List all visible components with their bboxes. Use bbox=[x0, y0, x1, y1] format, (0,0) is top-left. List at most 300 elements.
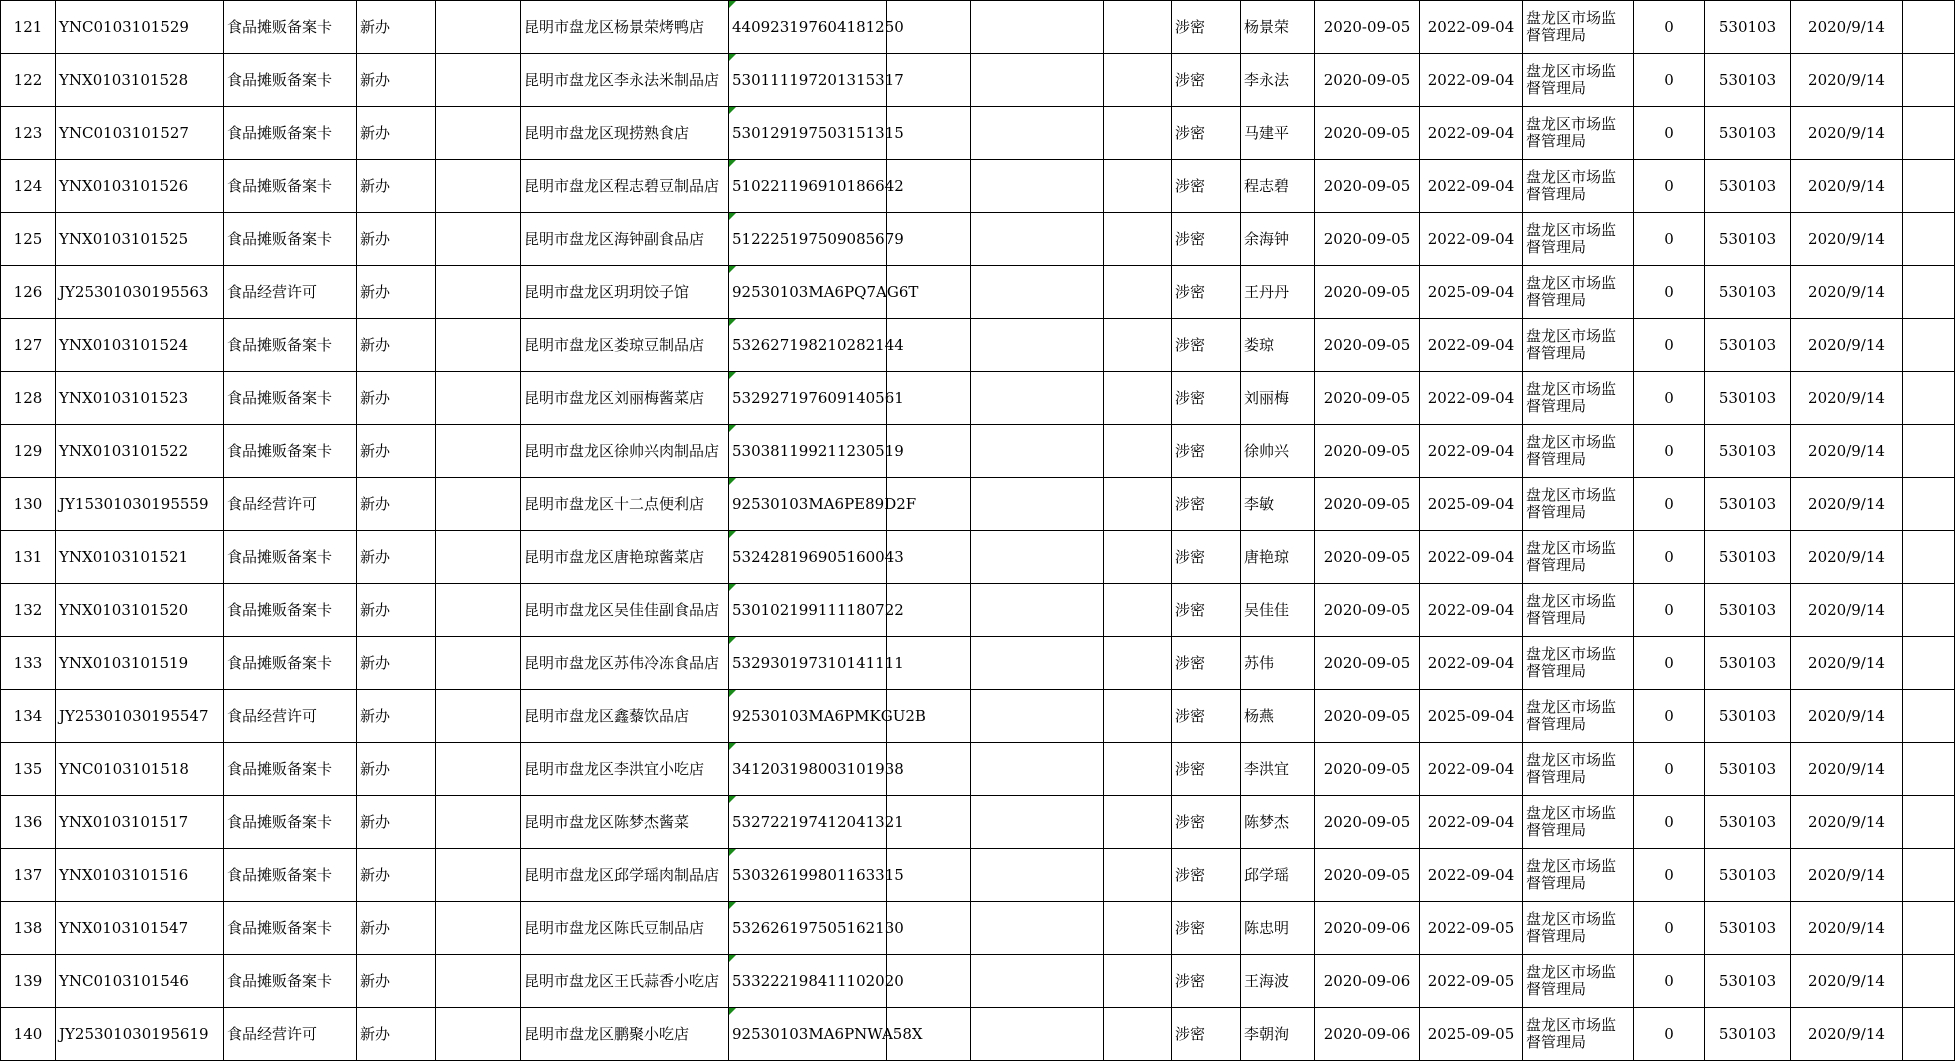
status-value: 0 bbox=[1634, 213, 1705, 266]
license-code: YNX0103101521 bbox=[56, 531, 224, 584]
valid-from: 2020-09-06 bbox=[1315, 955, 1420, 1008]
business-name: 昆明市盘龙区吴佳佳副食品店 bbox=[521, 584, 729, 637]
table-row bbox=[1, 213, 1955, 266]
valid-from: 2020-09-05 bbox=[1315, 796, 1420, 849]
id-number: 92530103MA6PMKGU2B bbox=[729, 690, 887, 743]
license-type: 食品摊贩备案卡 bbox=[224, 955, 357, 1008]
status-value: 0 bbox=[1634, 1008, 1705, 1061]
business-name: 昆明市盘龙区程志碧豆制品店 bbox=[521, 160, 729, 213]
action-type: 新办 bbox=[357, 849, 436, 902]
empty-cell bbox=[1903, 1, 1955, 54]
empty-cell bbox=[436, 107, 521, 160]
legal-person: 程志碧 bbox=[1241, 160, 1315, 213]
license-code: YNC0103101518 bbox=[56, 743, 224, 796]
row-number: 121 bbox=[1, 1, 56, 54]
legal-person: 徐帅兴 bbox=[1241, 425, 1315, 478]
empty-cell bbox=[971, 584, 1104, 637]
empty-cell bbox=[1104, 160, 1172, 213]
status-value: 0 bbox=[1634, 584, 1705, 637]
update-date: 2020/9/14 bbox=[1791, 637, 1903, 690]
empty-cell bbox=[1903, 743, 1955, 796]
action-type: 新办 bbox=[357, 690, 436, 743]
valid-from: 2020-09-05 bbox=[1315, 1, 1420, 54]
confidentiality-level: 涉密 bbox=[1172, 478, 1241, 531]
legal-person: 余海钟 bbox=[1241, 213, 1315, 266]
empty-cell bbox=[971, 902, 1104, 955]
valid-to: 2022-09-04 bbox=[1420, 743, 1523, 796]
legal-person: 李朝洵 bbox=[1241, 1008, 1315, 1061]
empty-cell bbox=[1903, 531, 1955, 584]
issuing-authority: 盘龙区市场监督管理局 bbox=[1523, 902, 1634, 955]
valid-from: 2020-09-05 bbox=[1315, 213, 1420, 266]
row-number: 134 bbox=[1, 690, 56, 743]
license-type: 食品摊贩备案卡 bbox=[224, 637, 357, 690]
valid-to: 2022-09-04 bbox=[1420, 213, 1523, 266]
empty-cell bbox=[436, 478, 521, 531]
valid-from: 2020-09-05 bbox=[1315, 372, 1420, 425]
empty-cell bbox=[971, 160, 1104, 213]
confidentiality-level: 涉密 bbox=[1172, 955, 1241, 1008]
issuing-authority: 盘龙区市场监督管理局 bbox=[1523, 1, 1634, 54]
legal-person: 杨燕 bbox=[1241, 690, 1315, 743]
business-name: 昆明市盘龙区鹏聚小吃店 bbox=[521, 1008, 729, 1061]
empty-cell bbox=[436, 372, 521, 425]
license-type: 食品摊贩备案卡 bbox=[224, 160, 357, 213]
empty-cell bbox=[1104, 531, 1172, 584]
id-number: 92530103MA6PE89D2F bbox=[729, 478, 887, 531]
area-code: 530103 bbox=[1705, 902, 1791, 955]
update-date: 2020/9/14 bbox=[1791, 584, 1903, 637]
legal-person: 李洪宜 bbox=[1241, 743, 1315, 796]
empty-cell bbox=[971, 107, 1104, 160]
valid-to: 2022-09-04 bbox=[1420, 160, 1523, 213]
valid-from: 2020-09-06 bbox=[1315, 1008, 1420, 1061]
confidentiality-level: 涉密 bbox=[1172, 637, 1241, 690]
area-code: 530103 bbox=[1705, 1008, 1791, 1061]
area-code: 530103 bbox=[1705, 690, 1791, 743]
empty-cell bbox=[1903, 107, 1955, 160]
table-row bbox=[1, 478, 1955, 531]
empty-cell bbox=[971, 743, 1104, 796]
update-date: 2020/9/14 bbox=[1791, 1, 1903, 54]
valid-to: 2022-09-04 bbox=[1420, 531, 1523, 584]
action-type: 新办 bbox=[357, 266, 436, 319]
status-value: 0 bbox=[1634, 796, 1705, 849]
valid-to: 2022-09-04 bbox=[1420, 54, 1523, 107]
issuing-authority: 盘龙区市场监督管理局 bbox=[1523, 849, 1634, 902]
legal-person: 李永法 bbox=[1241, 54, 1315, 107]
empty-cell bbox=[1104, 1008, 1172, 1061]
row-number: 127 bbox=[1, 319, 56, 372]
area-code: 530103 bbox=[1705, 796, 1791, 849]
empty-cell bbox=[971, 849, 1104, 902]
update-date: 2020/9/14 bbox=[1791, 690, 1903, 743]
license-type: 食品摊贩备案卡 bbox=[224, 902, 357, 955]
id-number: 530326199801163315 bbox=[729, 849, 887, 902]
id-number: 530381199211230519 bbox=[729, 425, 887, 478]
empty-cell bbox=[971, 372, 1104, 425]
table-row bbox=[1, 531, 1955, 584]
area-code: 530103 bbox=[1705, 372, 1791, 425]
confidentiality-level: 涉密 bbox=[1172, 213, 1241, 266]
status-value: 0 bbox=[1634, 266, 1705, 319]
issuing-authority: 盘龙区市场监督管理局 bbox=[1523, 160, 1634, 213]
issuing-authority: 盘龙区市场监督管理局 bbox=[1523, 213, 1634, 266]
id-number: 532428196905160043 bbox=[729, 531, 887, 584]
confidentiality-level: 涉密 bbox=[1172, 107, 1241, 160]
empty-cell bbox=[971, 319, 1104, 372]
status-value: 0 bbox=[1634, 54, 1705, 107]
empty-cell bbox=[1903, 637, 1955, 690]
business-name: 昆明市盘龙区杨景荣烤鸭店 bbox=[521, 1, 729, 54]
table-row bbox=[1, 160, 1955, 213]
table-row bbox=[1, 372, 1955, 425]
update-date: 2020/9/14 bbox=[1791, 213, 1903, 266]
id-number: 92530103MA6PQ7AG6T bbox=[729, 266, 887, 319]
status-value: 0 bbox=[1634, 1, 1705, 54]
business-name: 昆明市盘龙区现捞熟食店 bbox=[521, 107, 729, 160]
legal-person: 马建平 bbox=[1241, 107, 1315, 160]
row-number: 132 bbox=[1, 584, 56, 637]
empty-cell bbox=[1903, 266, 1955, 319]
valid-to: 2022-09-04 bbox=[1420, 637, 1523, 690]
license-type: 食品经营许可 bbox=[224, 1008, 357, 1061]
valid-to: 2025-09-04 bbox=[1420, 266, 1523, 319]
status-value: 0 bbox=[1634, 425, 1705, 478]
license-type: 食品摊贩备案卡 bbox=[224, 319, 357, 372]
update-date: 2020/9/14 bbox=[1791, 319, 1903, 372]
license-code: YNX0103101520 bbox=[56, 584, 224, 637]
empty-cell bbox=[1903, 372, 1955, 425]
action-type: 新办 bbox=[357, 372, 436, 425]
license-type: 食品摊贩备案卡 bbox=[224, 213, 357, 266]
empty-cell bbox=[971, 213, 1104, 266]
empty-cell bbox=[1104, 849, 1172, 902]
license-code: YNX0103101547 bbox=[56, 902, 224, 955]
legal-person: 娄琼 bbox=[1241, 319, 1315, 372]
license-code: JY25301030195619 bbox=[56, 1008, 224, 1061]
valid-from: 2020-09-05 bbox=[1315, 319, 1420, 372]
area-code: 530103 bbox=[1705, 955, 1791, 1008]
row-number: 124 bbox=[1, 160, 56, 213]
license-type: 食品摊贩备案卡 bbox=[224, 584, 357, 637]
license-code: YNC0103101546 bbox=[56, 955, 224, 1008]
status-value: 0 bbox=[1634, 849, 1705, 902]
id-number: 532627198210282144 bbox=[729, 319, 887, 372]
issuing-authority: 盘龙区市场监督管理局 bbox=[1523, 584, 1634, 637]
area-code: 530103 bbox=[1705, 107, 1791, 160]
valid-from: 2020-09-05 bbox=[1315, 266, 1420, 319]
business-name: 昆明市盘龙区徐帅兴肉制品店 bbox=[521, 425, 729, 478]
empty-cell bbox=[436, 213, 521, 266]
empty-cell bbox=[1104, 584, 1172, 637]
valid-to: 2022-09-04 bbox=[1420, 425, 1523, 478]
update-date: 2020/9/14 bbox=[1791, 849, 1903, 902]
valid-to: 2022-09-04 bbox=[1420, 319, 1523, 372]
id-number: 533222198411102020 bbox=[729, 955, 887, 1008]
legal-person: 李敏 bbox=[1241, 478, 1315, 531]
area-code: 530103 bbox=[1705, 425, 1791, 478]
confidentiality-level: 涉密 bbox=[1172, 54, 1241, 107]
empty-cell bbox=[1104, 425, 1172, 478]
license-code: YNC0103101529 bbox=[56, 1, 224, 54]
license-code: YNX0103101522 bbox=[56, 425, 224, 478]
status-value: 0 bbox=[1634, 160, 1705, 213]
action-type: 新办 bbox=[357, 319, 436, 372]
empty-cell bbox=[436, 266, 521, 319]
table-row bbox=[1, 266, 1955, 319]
license-type: 食品摊贩备案卡 bbox=[224, 531, 357, 584]
empty-cell bbox=[1903, 1008, 1955, 1061]
empty-cell bbox=[436, 531, 521, 584]
confidentiality-level: 涉密 bbox=[1172, 584, 1241, 637]
valid-from: 2020-09-05 bbox=[1315, 584, 1420, 637]
table-row bbox=[1, 584, 1955, 637]
confidentiality-level: 涉密 bbox=[1172, 690, 1241, 743]
area-code: 530103 bbox=[1705, 584, 1791, 637]
issuing-authority: 盘龙区市场监督管理局 bbox=[1523, 955, 1634, 1008]
empty-cell bbox=[1104, 796, 1172, 849]
id-number: 440923197604181250 bbox=[729, 1, 887, 54]
update-date: 2020/9/14 bbox=[1791, 266, 1903, 319]
empty-cell bbox=[1104, 902, 1172, 955]
valid-from: 2020-09-05 bbox=[1315, 425, 1420, 478]
area-code: 530103 bbox=[1705, 160, 1791, 213]
confidentiality-level: 涉密 bbox=[1172, 1008, 1241, 1061]
table-row bbox=[1, 319, 1955, 372]
action-type: 新办 bbox=[357, 1, 436, 54]
issuing-authority: 盘龙区市场监督管理局 bbox=[1523, 425, 1634, 478]
license-code: YNX0103101523 bbox=[56, 372, 224, 425]
business-name: 昆明市盘龙区陈氏豆制品店 bbox=[521, 902, 729, 955]
empty-cell bbox=[971, 266, 1104, 319]
business-name: 昆明市盘龙区李永法米制品店 bbox=[521, 54, 729, 107]
empty-cell bbox=[971, 531, 1104, 584]
license-code: JY15301030195559 bbox=[56, 478, 224, 531]
legal-person: 吴佳佳 bbox=[1241, 584, 1315, 637]
empty-cell bbox=[971, 425, 1104, 478]
empty-cell bbox=[1104, 478, 1172, 531]
area-code: 530103 bbox=[1705, 531, 1791, 584]
id-number: 512225197509085679 bbox=[729, 213, 887, 266]
license-type: 食品摊贩备案卡 bbox=[224, 743, 357, 796]
status-value: 0 bbox=[1634, 319, 1705, 372]
area-code: 530103 bbox=[1705, 266, 1791, 319]
valid-from: 2020-09-05 bbox=[1315, 849, 1420, 902]
row-number: 128 bbox=[1, 372, 56, 425]
empty-cell bbox=[1903, 584, 1955, 637]
action-type: 新办 bbox=[357, 637, 436, 690]
action-type: 新办 bbox=[357, 425, 436, 478]
status-value: 0 bbox=[1634, 107, 1705, 160]
empty-cell bbox=[971, 955, 1104, 1008]
empty-cell bbox=[1903, 160, 1955, 213]
table-row bbox=[1, 849, 1955, 902]
valid-to: 2025-09-04 bbox=[1420, 478, 1523, 531]
license-type: 食品摊贩备案卡 bbox=[224, 849, 357, 902]
table-row bbox=[1, 54, 1955, 107]
confidentiality-level: 涉密 bbox=[1172, 425, 1241, 478]
license-type: 食品摊贩备案卡 bbox=[224, 372, 357, 425]
action-type: 新办 bbox=[357, 107, 436, 160]
empty-cell bbox=[1903, 425, 1955, 478]
empty-cell bbox=[436, 690, 521, 743]
empty-cell bbox=[1104, 690, 1172, 743]
license-type: 食品摊贩备案卡 bbox=[224, 1, 357, 54]
area-code: 530103 bbox=[1705, 849, 1791, 902]
issuing-authority: 盘龙区市场监督管理局 bbox=[1523, 796, 1634, 849]
action-type: 新办 bbox=[357, 955, 436, 1008]
update-date: 2020/9/14 bbox=[1791, 425, 1903, 478]
empty-cell bbox=[436, 584, 521, 637]
license-code: YNX0103101525 bbox=[56, 213, 224, 266]
empty-cell bbox=[1903, 902, 1955, 955]
row-number: 129 bbox=[1, 425, 56, 478]
update-date: 2020/9/14 bbox=[1791, 902, 1903, 955]
confidentiality-level: 涉密 bbox=[1172, 1, 1241, 54]
valid-to: 2022-09-04 bbox=[1420, 796, 1523, 849]
valid-to: 2022-09-05 bbox=[1420, 902, 1523, 955]
valid-from: 2020-09-05 bbox=[1315, 160, 1420, 213]
table-row bbox=[1, 796, 1955, 849]
update-date: 2020/9/14 bbox=[1791, 372, 1903, 425]
confidentiality-level: 涉密 bbox=[1172, 743, 1241, 796]
issuing-authority: 盘龙区市场监督管理局 bbox=[1523, 637, 1634, 690]
valid-to: 2022-09-05 bbox=[1420, 955, 1523, 1008]
empty-cell bbox=[971, 637, 1104, 690]
table-body bbox=[1, 1, 1955, 1061]
update-date: 2020/9/14 bbox=[1791, 955, 1903, 1008]
issuing-authority: 盘龙区市场监督管理局 bbox=[1523, 107, 1634, 160]
empty-cell bbox=[1903, 849, 1955, 902]
empty-cell bbox=[971, 1, 1104, 54]
empty-cell bbox=[1903, 796, 1955, 849]
area-code: 530103 bbox=[1705, 1, 1791, 54]
empty-cell bbox=[1104, 1, 1172, 54]
license-type: 食品经营许可 bbox=[224, 266, 357, 319]
action-type: 新办 bbox=[357, 743, 436, 796]
action-type: 新办 bbox=[357, 902, 436, 955]
id-number: 530102199111180722 bbox=[729, 584, 887, 637]
valid-from: 2020-09-05 bbox=[1315, 743, 1420, 796]
empty-cell bbox=[1903, 54, 1955, 107]
confidentiality-level: 涉密 bbox=[1172, 266, 1241, 319]
action-type: 新办 bbox=[357, 54, 436, 107]
table-row bbox=[1, 637, 1955, 690]
confidentiality-level: 涉密 bbox=[1172, 160, 1241, 213]
table-row bbox=[1, 743, 1955, 796]
action-type: 新办 bbox=[357, 796, 436, 849]
update-date: 2020/9/14 bbox=[1791, 54, 1903, 107]
business-name: 昆明市盘龙区娄琼豆制品店 bbox=[521, 319, 729, 372]
table-row bbox=[1, 902, 1955, 955]
empty-cell bbox=[971, 1008, 1104, 1061]
business-name: 昆明市盘龙区玥玥饺子馆 bbox=[521, 266, 729, 319]
license-type: 食品摊贩备案卡 bbox=[224, 796, 357, 849]
license-code: JY25301030195563 bbox=[56, 266, 224, 319]
row-number: 139 bbox=[1, 955, 56, 1008]
business-name: 昆明市盘龙区刘丽梅酱菜店 bbox=[521, 372, 729, 425]
valid-from: 2020-09-05 bbox=[1315, 478, 1420, 531]
update-date: 2020/9/14 bbox=[1791, 107, 1903, 160]
business-name: 昆明市盘龙区陈梦杰酱菜 bbox=[521, 796, 729, 849]
business-name: 昆明市盘龙区邱学瑶肉制品店 bbox=[521, 849, 729, 902]
legal-person: 邱学瑶 bbox=[1241, 849, 1315, 902]
license-code: YNX0103101519 bbox=[56, 637, 224, 690]
update-date: 2020/9/14 bbox=[1791, 531, 1903, 584]
confidentiality-level: 涉密 bbox=[1172, 849, 1241, 902]
empty-cell bbox=[436, 160, 521, 213]
empty-cell bbox=[1903, 478, 1955, 531]
empty-cell bbox=[1104, 637, 1172, 690]
empty-cell bbox=[436, 637, 521, 690]
status-value: 0 bbox=[1634, 902, 1705, 955]
empty-cell bbox=[1104, 213, 1172, 266]
empty-cell bbox=[436, 319, 521, 372]
empty-cell bbox=[1104, 107, 1172, 160]
row-number: 125 bbox=[1, 213, 56, 266]
license-type: 食品摊贩备案卡 bbox=[224, 54, 357, 107]
row-number: 140 bbox=[1, 1008, 56, 1061]
valid-from: 2020-09-05 bbox=[1315, 531, 1420, 584]
business-name: 昆明市盘龙区苏伟冷冻食品店 bbox=[521, 637, 729, 690]
legal-person: 苏伟 bbox=[1241, 637, 1315, 690]
issuing-authority: 盘龙区市场监督管理局 bbox=[1523, 1008, 1634, 1061]
business-name: 昆明市盘龙区鑫藜饮品店 bbox=[521, 690, 729, 743]
empty-cell bbox=[1903, 690, 1955, 743]
row-number: 137 bbox=[1, 849, 56, 902]
status-value: 0 bbox=[1634, 637, 1705, 690]
id-number: 532626197505162130 bbox=[729, 902, 887, 955]
empty-cell bbox=[436, 796, 521, 849]
status-value: 0 bbox=[1634, 955, 1705, 1008]
confidentiality-level: 涉密 bbox=[1172, 372, 1241, 425]
business-name: 昆明市盘龙区十二点便利店 bbox=[521, 478, 729, 531]
area-code: 530103 bbox=[1705, 743, 1791, 796]
valid-from: 2020-09-06 bbox=[1315, 902, 1420, 955]
valid-to: 2022-09-04 bbox=[1420, 1, 1523, 54]
license-code: YNX0103101526 bbox=[56, 160, 224, 213]
license-type: 食品经营许可 bbox=[224, 690, 357, 743]
legal-person: 王丹丹 bbox=[1241, 266, 1315, 319]
empty-cell bbox=[971, 54, 1104, 107]
issuing-authority: 盘龙区市场监督管理局 bbox=[1523, 690, 1634, 743]
license-code: YNX0103101517 bbox=[56, 796, 224, 849]
valid-to: 2025-09-04 bbox=[1420, 690, 1523, 743]
legal-person: 刘丽梅 bbox=[1241, 372, 1315, 425]
license-type: 食品经营许可 bbox=[224, 478, 357, 531]
license-code: JY25301030195547 bbox=[56, 690, 224, 743]
business-name: 昆明市盘龙区李洪宜小吃店 bbox=[521, 743, 729, 796]
empty-cell bbox=[1903, 213, 1955, 266]
valid-to: 2022-09-04 bbox=[1420, 372, 1523, 425]
update-date: 2020/9/14 bbox=[1791, 796, 1903, 849]
business-name: 昆明市盘龙区海钟副食品店 bbox=[521, 213, 729, 266]
empty-cell bbox=[436, 1008, 521, 1061]
empty-cell bbox=[436, 425, 521, 478]
update-date: 2020/9/14 bbox=[1791, 478, 1903, 531]
id-number: 510221196910186642 bbox=[729, 160, 887, 213]
legal-person: 唐艳琼 bbox=[1241, 531, 1315, 584]
id-number: 530129197503151315 bbox=[729, 107, 887, 160]
legal-person: 陈梦杰 bbox=[1241, 796, 1315, 849]
business-name: 昆明市盘龙区王氏蒜香小吃店 bbox=[521, 955, 729, 1008]
confidentiality-level: 涉密 bbox=[1172, 902, 1241, 955]
action-type: 新办 bbox=[357, 1008, 436, 1061]
confidentiality-level: 涉密 bbox=[1172, 531, 1241, 584]
empty-cell bbox=[1903, 955, 1955, 1008]
empty-cell bbox=[971, 478, 1104, 531]
